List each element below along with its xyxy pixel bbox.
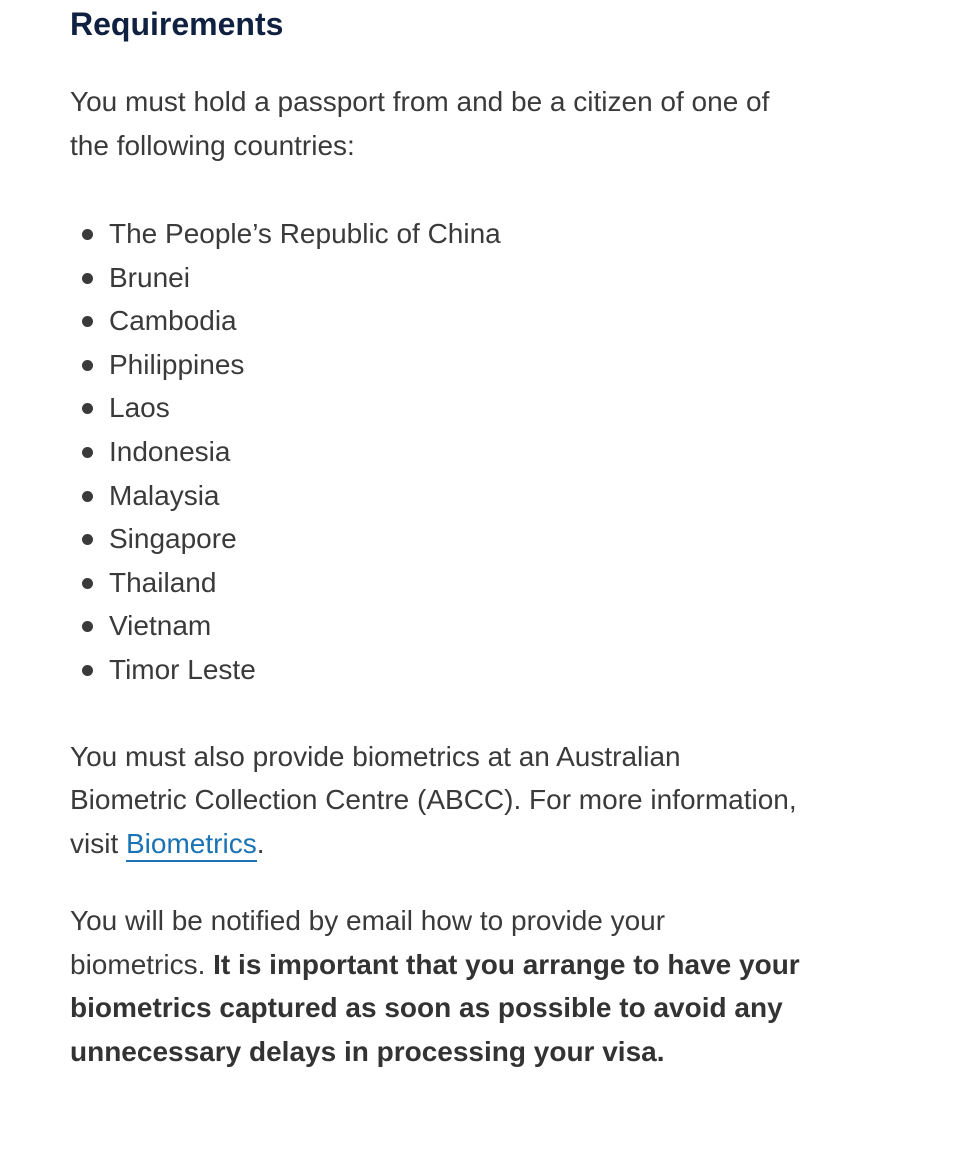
intro-paragraph: You must hold a passport from and be a citizen of one of the following countries: — [70, 86, 770, 161]
list-item — [70, 604, 800, 648]
country-name: Brunei — [109, 261, 190, 293]
bullet-icon — [82, 316, 93, 327]
country-name: Cambodia — [109, 305, 237, 337]
notification-paragraph — [70, 899, 800, 1073]
biometrics-paragraph — [70, 735, 800, 866]
country-name: Timor Leste — [109, 653, 256, 685]
bullet-icon — [82, 491, 93, 502]
bullet-icon — [82, 273, 93, 284]
country-name: Laos — [109, 392, 170, 424]
list-item — [70, 212, 800, 256]
bullet-icon — [82, 621, 93, 632]
list-item — [70, 256, 800, 300]
requirements-section — [70, 0, 800, 1073]
country-name: The People’s Republic of China — [109, 218, 501, 249]
country-name: Vietnam — [109, 610, 212, 642]
list-item — [70, 299, 800, 343]
list-item — [70, 430, 800, 474]
bullet-icon — [82, 447, 93, 458]
notification-text: You will be notified by email how to provide your biometrics. — [70, 905, 666, 980]
list-item — [70, 648, 800, 692]
list-item — [70, 343, 800, 387]
bullet-icon — [82, 360, 93, 371]
biometrics-period: . — [256, 827, 265, 859]
bullet-icon — [82, 534, 93, 545]
list-item — [70, 386, 800, 430]
country-name: Indonesia — [109, 435, 231, 467]
list-item — [70, 561, 800, 605]
country-name: Thailand — [109, 566, 217, 598]
country-list — [70, 212, 800, 692]
country-name: Philippines — [109, 348, 245, 380]
list-item — [70, 474, 800, 518]
biometrics-link[interactable]: Biometrics — [126, 828, 257, 862]
biometrics-text: You must also provide biometrics at an Australian Biometric Collection Centre (ABCC). For more information, visit — [70, 740, 797, 859]
list-item — [70, 517, 800, 561]
important-notice: It is important that you arrange to have your biometrics captured as soon as possible to avoid any unnecessary delays in processing your visa. — [70, 948, 800, 1067]
bullet-icon — [82, 403, 93, 414]
bullet-icon — [82, 229, 93, 240]
country-name: Malaysia — [109, 479, 220, 511]
bullet-icon — [82, 578, 93, 589]
section-heading: Requirements — [70, 6, 284, 42]
country-name: Singapore — [109, 523, 237, 555]
bullet-icon — [82, 665, 93, 676]
